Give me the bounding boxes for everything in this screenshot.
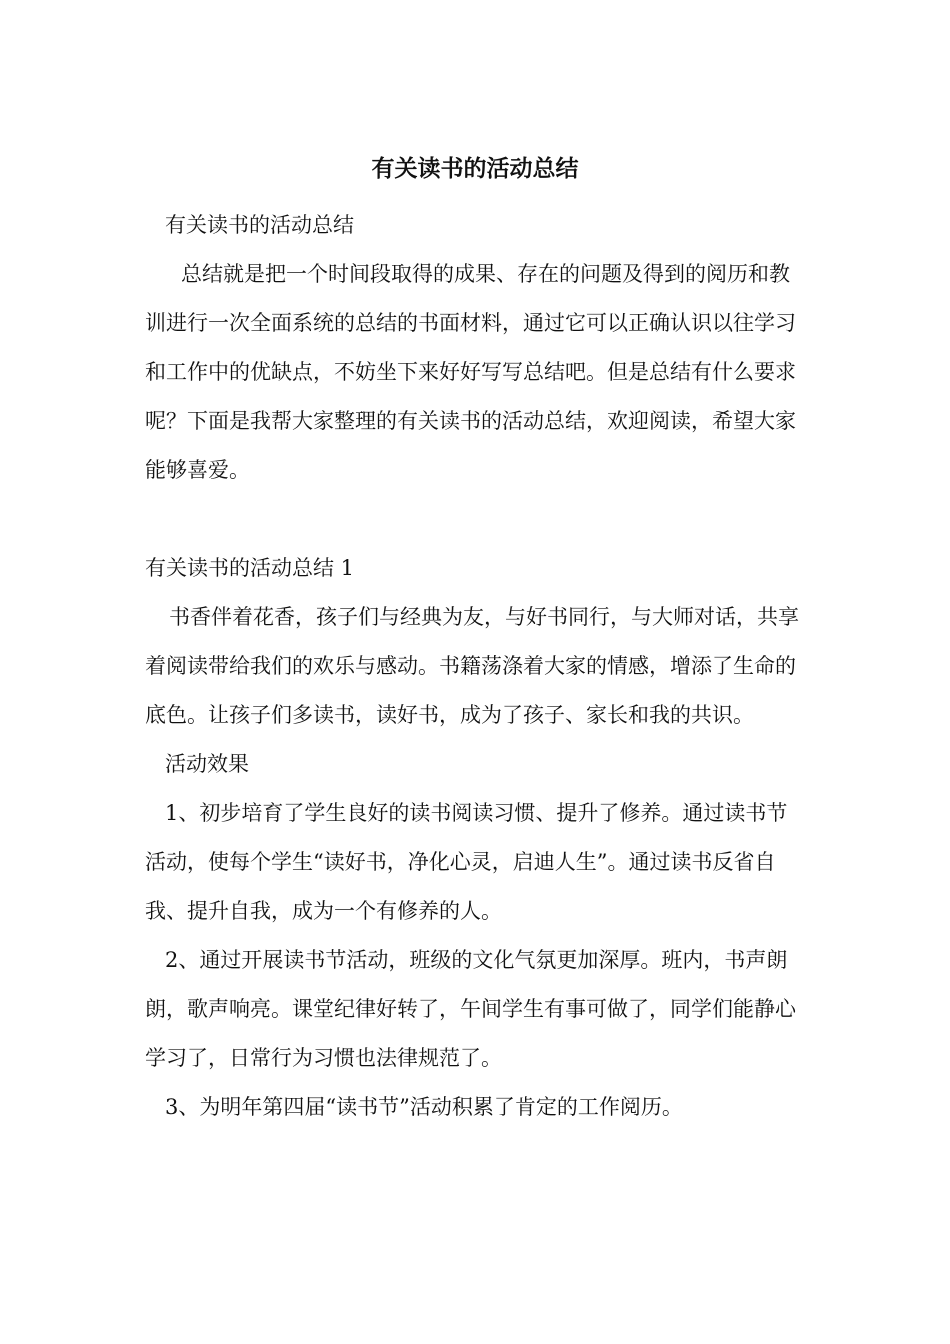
intro-paragraph: 总结就是把一个时间段取得的成果、存在的问题及得到的阅历和教训进行一次全面系统的总结的书面材料，通过它可以正确认识以往学习和工作中的优缺点，不妨坐下来好好写写总结吧。但是总结有什么要求呢？下面是我帮大家整理的有关读书的活动总结，欢迎阅读，希望大家能够喜爱。 [145, 262, 796, 482]
document-body [145, 201, 807, 1132]
effects-heading: 活动效果 [165, 752, 249, 776]
effect-item-3: 3、为明年第四届“读书节”活动积累了肯定的工作阅历。 [165, 1095, 683, 1119]
effect-item-1: 1、初步培育了学生良好的读书阅读习惯、提升了修养。通过读书节活动，使每个学生“读好书，净化心灵，启迪人生”。通过读书反省自我、提升自我，成为一个有修养的人。 [145, 801, 788, 923]
document-title: 有关读书的活动总结 [371, 156, 579, 182]
paragraph-gap [145, 495, 807, 544]
section-1-heading: 有关读书的活动总结 1 [145, 556, 355, 580]
section-1-paragraph: 书香伴着花香，孩子们与经典为友，与好书同行，与大师对话，共享着阅读带给我们的欢乐与感动。书籍荡涤着大家的情感，增添了生命的底色。让孩子们多读书，读好书，成为了孩子、家长和我的共识。 [145, 605, 799, 727]
document-subtitle: 有关读书的活动总结 [165, 213, 354, 237]
effect-item-2: 2、通过开展读书节活动，班级的文化气氛更加深厚。班内，书声朗朗，歌声响亮。课堂纪律好转了，午间学生有事可做了，同学们能静心学习了，日常行为习惯也法律规范了。 [145, 948, 796, 1070]
